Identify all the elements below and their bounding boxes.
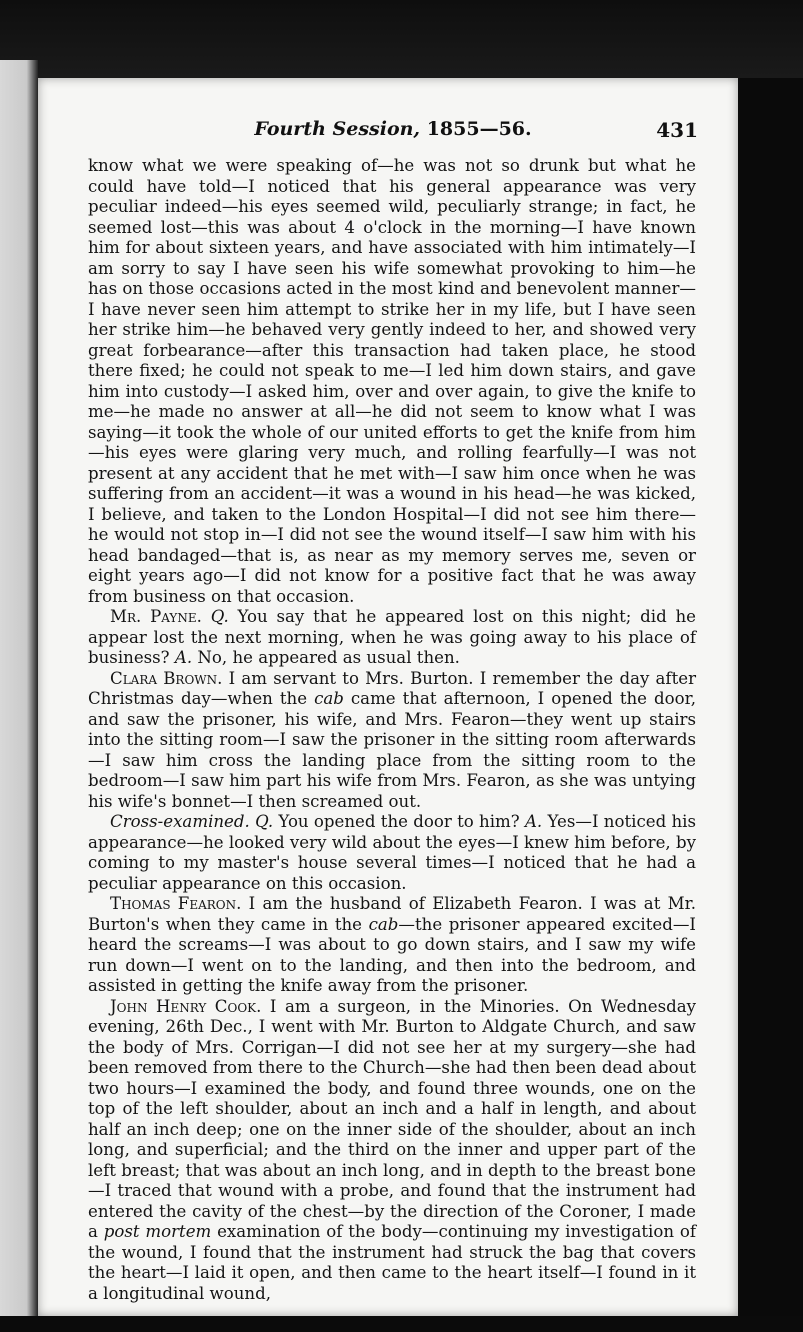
italic-text: cab [314,689,344,708]
paragraph-text: You say that he appeared lost on this night; did he appear lost the next morning, when he was going away to his place of business? [88,607,696,667]
speaker-name: John Henry Cook. [110,996,262,1016]
body-text [88,156,696,1304]
speaker-name: Thomas Fearon. [110,894,242,913]
paragraph-text: I am the husband of Elizabeth Fearon. I was at Mr. Burton's when they came in the [88,894,696,934]
paragraph-text [202,607,211,626]
italic-text: Q. [255,812,274,831]
page-header [88,118,698,146]
italic-text: Q. [210,607,229,626]
paragraph-text: You opened the door to him? [273,812,525,831]
session-title: Fourth Session, [254,118,421,140]
paragraph [88,894,696,997]
paragraph [88,669,696,813]
speaker-name: Mr. Payne. [110,607,202,626]
left-page-fold [0,60,38,1320]
paragraph-text: know what we were speaking of—he was not so drunk but what he could have told—I noticed that his general appearance was very peculiar indeed—his eyes seemed wild, peculiarly strange; in fact, he seemed lost—this was about 4 o'clock in the morning—I have known him for about sixteen years, and have associated with him intimately—I am sorry to say I have seen his wife somewhat provoking to him—he has on those occasions acted in the most kind and benevolent manner—I have never seen him attempt to strike her in my life, but I have seen her strike him—he behaved very gently indeed to her, and showed very great forbearance—after this transaction had taken place, he stood there fixed; he could not speak to me—I led him down stairs, and gave him into custody—I asked him, over and over again, to give the knife to me—he made no answer at all—he did not seem to know what I was saying—it took the whole of our united efforts to get the knife from him—his eyes were glaring very much, and rolling fearfully—I was not present at any accident that he met with—I saw him once when he was suffering from an accident—it was a wound in his head—he was kicked, I believe, and taken to the London Hospital—I did not see him there—he would not stop in—I did not see the wound itself—I saw him with his head bandaged—that is, as near as my memory serves me, seven or eight years ago—I did not know for a positive fact that he was away from business on that occasion. [88,156,696,606]
italic-text: A. [524,812,543,831]
paragraph [88,812,696,894]
bottom-dark-margin [0,1316,803,1332]
paragraph-text: came that afternoon, I opened the door, and saw the prisoner, his wife, and Mrs. Fearon—they went up stairs into the sitting room—I saw the prisoner in the sitting room afterwards—I saw him cross the landing place from the sitting room to the bedroom—I saw him part his wife from Mrs. Fearon, as she was untying his wife's bonnet—I then screamed out. [88,689,696,811]
speaker-name: Clara Brown. [110,668,223,688]
italic-text: post mortem [103,1222,212,1241]
page-number: 431 [656,118,698,142]
paragraph-text: examination of the body—continuing my investigation of the wound, I found that the instrument had struck the bag that covers the heart—I laid it open, and then came to the heart itself—I found in it a longitudinal wound, [88,1222,696,1303]
right-dark-margin [740,78,803,1332]
paragraph-text: Yes—I noticed his appearance—he looked very wild about the eyes—I knew him before, by coming to my master's house several times—I noticed that he had a peculiar appearance on this occasion. [88,812,696,893]
binding-shadow [0,0,803,78]
running-head [88,118,698,140]
italic-text: A. [174,648,193,667]
paragraph-text: I am servant to Mrs. Burton. I remember the day after Christmas day—when the [88,668,696,708]
book-page [38,78,738,1316]
session-years: 1855—56. [426,118,532,140]
paragraph [88,607,696,669]
paragraph-text: No, he appeared as usual then. [192,648,460,667]
paragraph-text: I am a surgeon, in the Minories. On Wednesday evening, 26th Dec., I went with Mr. Burton to Aldgate Church, and saw the body of Mrs. Corrigan—I did not see her at my surgery—she had been removed from there to the Church—she had then been dead about two hours—I examined the body, and found three wounds, one on the top of the left shoulder, about an inch and a half in length, and about half an inch deep; one on the inner side of the shoulder, about an inch long, and superficial; and the third on the inner and upper part of the left breast; that was about an inch long, and in depth to the breast bone—I traced that wound with a probe, and found that the instrument had entered the cavity of the chest—by the direction of the Coroner, I made a [88,996,697,1241]
italic-text: cab [368,914,399,934]
paragraph [88,997,696,1305]
paragraph [88,156,696,607]
italic-text: Cross-examined. [110,812,250,831]
paragraph-text: —the prisoner appeared excited—I heard the screams—I was about to go down stairs, and I saw my wife run down—I went on to the landing, and then into the bedroom, and assisted in getting the knife away from the prisoner. [88,914,696,995]
